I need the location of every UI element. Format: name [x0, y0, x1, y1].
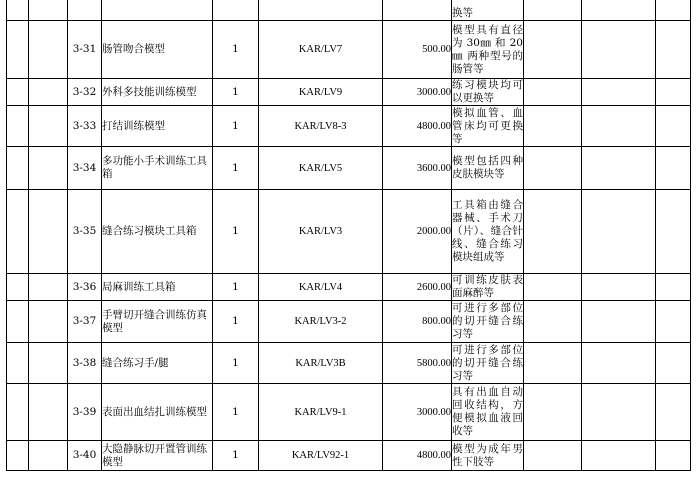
blank-cell — [582, 79, 656, 106]
blank-cell — [7, 21, 29, 79]
blank-cell — [582, 274, 656, 301]
table-row — [7, 106, 691, 147]
blank-cell — [656, 190, 691, 274]
item-number-cell: 3-31 — [68, 21, 102, 79]
item-number-cell: 3-34 — [68, 147, 102, 190]
description-cell: 练习模块均可以更换等 — [452, 79, 523, 104]
description-cell: 模型为成年男性下肢等 — [452, 441, 524, 471]
item-number-cell: 3-39 — [68, 384, 102, 441]
blank-cell — [29, 190, 68, 274]
blank-cell — [656, 301, 691, 343]
description-cell: 可进行多部位的切开缝合练习等 — [452, 343, 523, 382]
item-name-cell: 局麻训练工具箱 — [102, 274, 213, 301]
item-number-cell: 3-38 — [68, 343, 102, 384]
model-cell: KAR/LV5 — [259, 147, 383, 190]
item-number-cell: 3-37 — [68, 301, 102, 343]
table-row — [7, 0, 691, 21]
blank-cell — [524, 301, 582, 343]
blank-cell — [524, 21, 582, 79]
item-name-cell: 缝合练习手/腿 — [102, 343, 213, 384]
blank-cell — [582, 147, 656, 190]
table-row — [7, 190, 691, 274]
table-row — [7, 79, 691, 106]
item-name-cell: 手臂切开缝合训练仿真模型 — [102, 301, 213, 343]
model-cell: KAR/LV8-3 — [259, 106, 383, 147]
blank-cell — [7, 147, 29, 190]
item-number-cell: 3-35 — [68, 190, 102, 274]
blank-cell — [524, 190, 582, 274]
model-cell: KAR/LV9-1 — [259, 384, 383, 441]
blank-cell — [524, 106, 582, 147]
price-cell: 800.00 — [383, 301, 452, 343]
blank-cell — [7, 190, 29, 274]
description-cell: 工具箱由缝合器械、手术刀（片）、缝合针线、缝合练习模块组成等 — [452, 190, 524, 274]
price-cell: 2600.00 — [383, 274, 452, 301]
blank-cell — [29, 274, 68, 301]
blank-cell — [29, 106, 68, 147]
blank-cell — [7, 106, 29, 147]
description-cell: 模拟血管、血管床均可更换等 — [452, 106, 523, 145]
blank-cell — [582, 343, 656, 384]
item-number-cell: 3-33 — [68, 106, 102, 147]
blank-cell — [524, 79, 582, 106]
blank-cell — [524, 441, 582, 471]
quantity-cell: 1 — [213, 301, 259, 343]
blank-cell — [582, 384, 656, 441]
blank-cell — [29, 79, 68, 106]
quantity-cell: 1 — [213, 441, 259, 471]
blank-cell — [582, 190, 656, 274]
price-cell: 5800.00 — [383, 343, 452, 384]
blank-cell — [524, 384, 582, 441]
blank-cell — [582, 441, 656, 471]
quantity-cell: 1 — [213, 190, 259, 274]
model-cell: KAR/LV3 — [259, 190, 383, 274]
model-cell: KAR/LV4 — [259, 274, 383, 301]
blank-cell — [7, 79, 29, 106]
item-name-cell: 多功能小手术训练工具箱 — [102, 147, 213, 190]
blank-cell — [656, 274, 691, 301]
quantity-cell: 1 — [213, 343, 259, 384]
model-cell: KAR/LV9 — [259, 79, 383, 106]
blank-cell — [656, 441, 691, 471]
model-cell: KAR/LV92-1 — [259, 441, 383, 471]
price-cell: 3000.00 — [383, 384, 452, 441]
blank-cell — [656, 106, 691, 147]
description-cell: 换等 — [452, 0, 524, 21]
blank-cell — [29, 21, 68, 79]
blank-cell — [29, 301, 68, 343]
blank-cell — [29, 441, 68, 471]
blank-cell — [29, 147, 68, 190]
quantity-cell: 1 — [213, 147, 259, 190]
description-cell: 模型具有直径为 30㎜ 和 20㎜ 两种型号的肠管等 — [452, 21, 524, 79]
quantity-cell: 1 — [213, 79, 259, 106]
table-row — [7, 147, 691, 190]
blank-cell — [656, 79, 691, 106]
table-row — [7, 441, 691, 471]
item-name-cell: 缝合练习模块工具箱 — [102, 190, 213, 274]
item-name-cell: 表面出血结扎训练模型 — [102, 384, 213, 441]
blank-cell — [582, 21, 656, 79]
blank-cell — [524, 343, 582, 384]
item-number-cell: 3-36 — [68, 274, 102, 301]
equipment-table — [6, 0, 691, 471]
blank-cell — [7, 343, 29, 384]
quantity-cell: 1 — [213, 384, 259, 441]
blank-cell — [29, 343, 68, 384]
blank-cell — [656, 147, 691, 190]
description-cell: 模型包括四种皮肤模块等 — [452, 147, 524, 190]
item-number-cell: 3-32 — [68, 79, 102, 106]
blank-cell — [656, 21, 691, 79]
item-name-cell: 大隐静脉切开置管训练模型 — [102, 441, 213, 471]
description-cell: 可训练皮肤表面麻醉等 — [452, 274, 523, 299]
blank-cell — [29, 384, 68, 441]
price-cell: 2000.00 — [383, 190, 452, 274]
table-row — [7, 343, 691, 384]
blank-cell — [524, 274, 582, 301]
table-row — [7, 301, 691, 343]
blank-cell — [656, 384, 691, 441]
price-cell: 4800.00 — [383, 441, 452, 471]
blank-cell — [7, 384, 29, 441]
item-number-cell: 3-40 — [68, 441, 102, 471]
blank-cell — [7, 441, 29, 471]
item-name-cell: 打结训练模型 — [102, 106, 213, 147]
price-cell: 4800.00 — [383, 106, 452, 147]
price-cell: 3600.00 — [383, 147, 452, 190]
table-row — [7, 384, 691, 441]
table-row — [7, 21, 691, 79]
blank-cell — [582, 106, 656, 147]
quantity-cell: 1 — [213, 274, 259, 301]
blank-cell — [656, 343, 691, 384]
blank-cell — [7, 274, 29, 301]
model-cell: KAR/LV3B — [259, 343, 383, 384]
blank-cell — [7, 301, 29, 343]
quantity-cell: 1 — [213, 21, 259, 79]
model-cell: KAR/LV7 — [259, 21, 383, 79]
blank-cell — [582, 301, 656, 343]
table-row — [7, 274, 691, 301]
item-name-cell: 肠管吻合模型 — [102, 21, 213, 79]
item-name-cell: 外科多技能训练模型 — [102, 79, 213, 106]
quantity-cell: 1 — [213, 106, 259, 147]
price-cell: 500.00 — [383, 21, 452, 79]
description-cell: 可进行多部位的切开缝合练习等 — [452, 301, 524, 343]
description-cell: 具有出血自动回收结构，方便模拟血液回收等 — [452, 384, 524, 441]
blank-cell — [524, 147, 582, 190]
model-cell: KAR/LV3-2 — [259, 301, 383, 343]
price-cell: 3000.00 — [383, 79, 452, 106]
